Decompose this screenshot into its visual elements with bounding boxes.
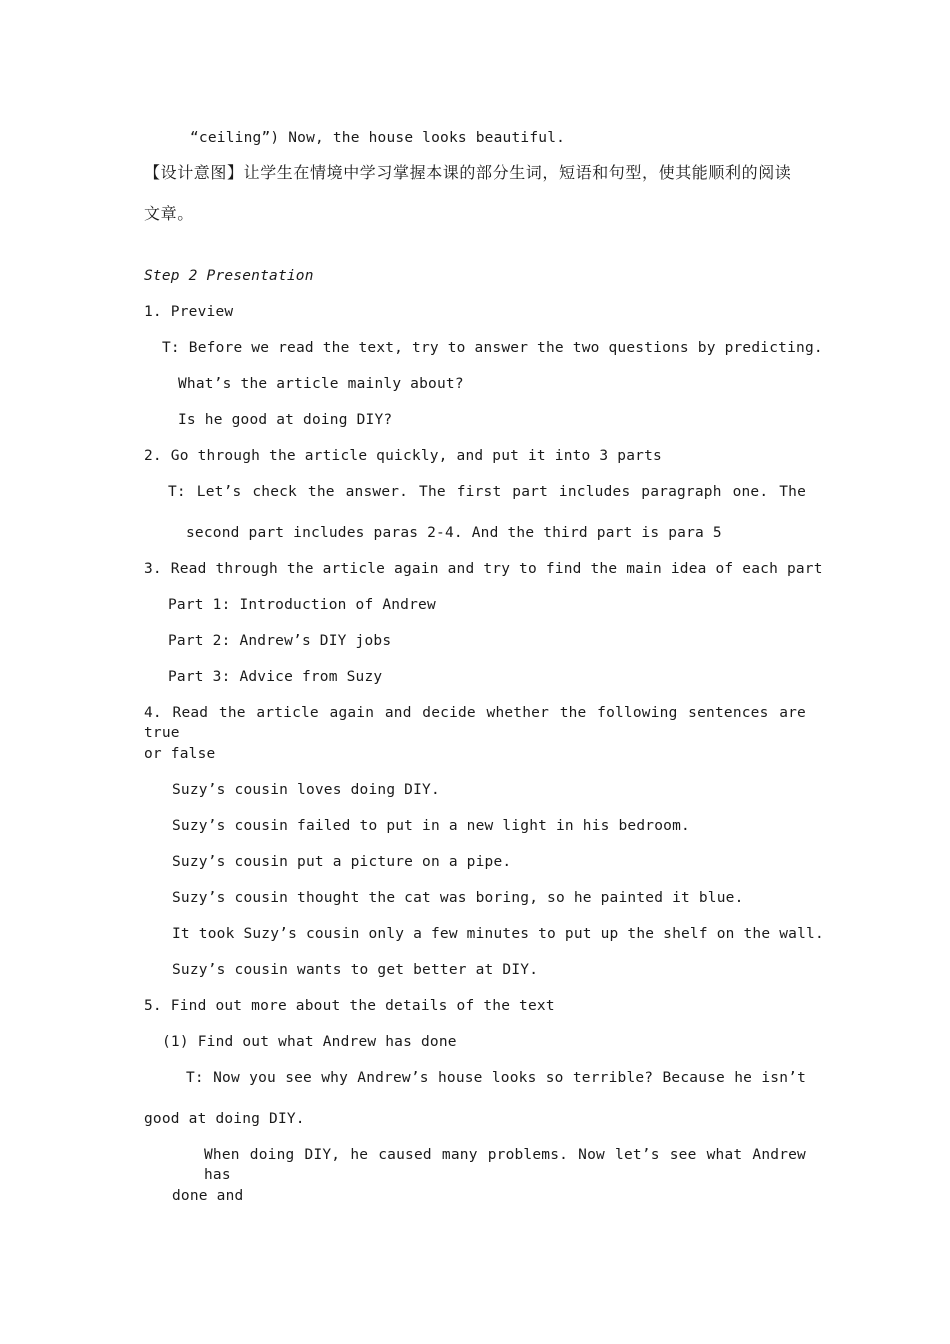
text-line: When doing DIY, he caused many problems. Now let’s see what Andrew has bbox=[204, 1147, 806, 1183]
part-line: Part 1: Introduction of Andrew bbox=[168, 597, 436, 613]
text-line: T: Before we read the text, try to answer the two questions by predicting. bbox=[162, 340, 823, 356]
question-line: What’s the article mainly about? bbox=[178, 376, 464, 392]
design-intent-line-continued: 文章。 bbox=[144, 204, 194, 223]
text-line: done and bbox=[172, 1188, 244, 1204]
statement-line: It took Suzy’s cousin only a few minutes to put up the shelf on the wall. bbox=[172, 926, 824, 942]
list-item-heading: 3. Read through the article again and try to find the main idea of each part bbox=[144, 561, 823, 577]
part-line: Part 3: Advice from Suzy bbox=[168, 669, 383, 685]
step-heading: Step 2 Presentation bbox=[144, 268, 314, 284]
statement-line: Suzy’s cousin loves doing DIY. bbox=[172, 782, 440, 798]
text-line: second part includes paras 2-4. And the third part is para 5 bbox=[186, 525, 722, 541]
statement-line: Suzy’s cousin put a picture on a pipe. bbox=[172, 854, 512, 870]
part-line: Part 2: Andrew’s DIY jobs bbox=[168, 633, 392, 649]
text-line: good at doing DIY. bbox=[144, 1111, 305, 1127]
question-line: Is he good at doing DIY? bbox=[178, 412, 393, 428]
list-item-heading: 1. Preview bbox=[144, 304, 234, 320]
text-line: T: Now you see why Andrew’s house looks so terrible? Because he isn’t bbox=[186, 1070, 806, 1086]
statement-line: Suzy’s cousin wants to get better at DIY. bbox=[172, 962, 539, 978]
design-intent-line: 【设计意图】让学生在情境中学习掌握本课的部分生词，短语和句型，使其能顺利的阅读 bbox=[144, 163, 792, 182]
text-line: “ceiling”) Now, the house looks beautiful. bbox=[190, 130, 566, 146]
sub-item-heading: (1) Find out what Andrew has done bbox=[162, 1034, 457, 1050]
list-item-heading: 5. Find out more about the details of the text bbox=[144, 998, 555, 1014]
statement-line: Suzy’s cousin thought the cat was boring, so he painted it blue. bbox=[172, 890, 744, 906]
statement-line: Suzy’s cousin failed to put in a new light in his bedroom. bbox=[172, 818, 690, 834]
list-item-heading: 2. Go through the article quickly, and put it into 3 parts bbox=[144, 448, 662, 464]
text-line: T: Let’s check the answer. The first part includes paragraph one. The bbox=[168, 484, 806, 500]
list-item-heading: 4. Read the article again and decide whether the following sentences are true bbox=[144, 705, 806, 741]
list-item-heading-continued: or false bbox=[144, 746, 216, 762]
